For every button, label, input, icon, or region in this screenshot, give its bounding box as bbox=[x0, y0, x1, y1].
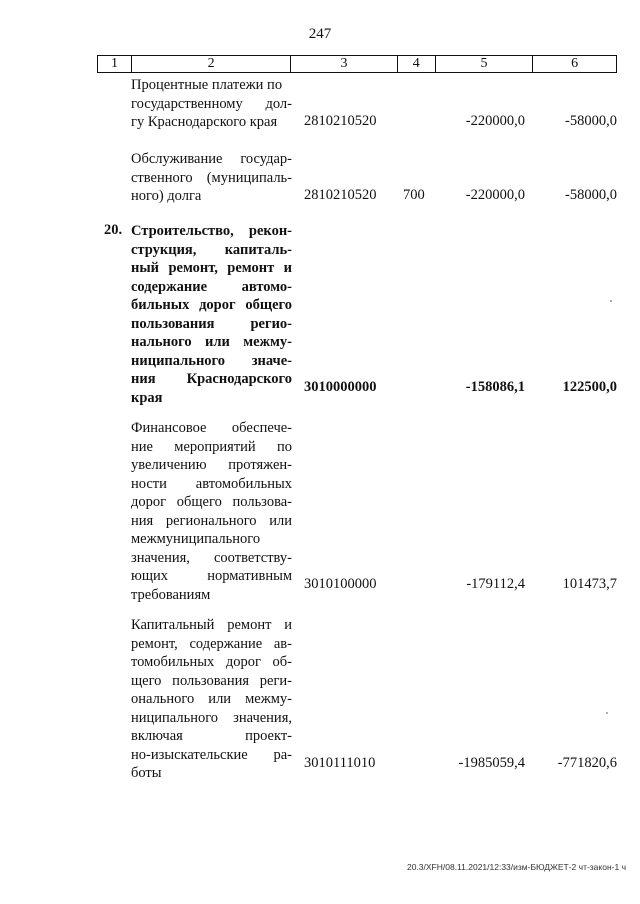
row-code: 2810210520 bbox=[304, 113, 377, 129]
column-header-3: 3 bbox=[290, 56, 397, 72]
row-name: Финансовое обеспече- ние мероприятий по увеличению протяжен- ности автомобильных дорог общего пользова- ния регионального или межмуниципального значения, соответству- ющих нормативным требованиям bbox=[131, 420, 292, 603]
row-value-6: 122500,0 bbox=[562, 379, 617, 395]
column-header-4: 4 bbox=[397, 56, 435, 72]
column-header-1: 1 bbox=[110, 56, 118, 71]
row-code: 3010100000 bbox=[304, 576, 377, 592]
row-value-6: -58000,0 bbox=[565, 187, 617, 203]
scan-speck bbox=[606, 712, 608, 714]
column-header-2: 2 bbox=[131, 56, 290, 72]
row-name: Обслуживание государ- ственного (муниципаль- ного) долга bbox=[131, 151, 292, 204]
row-name: Капитальный ремонт и ремонт, содержание ав- томобильных дорог об- щего пользования реги- онального или межму- ниципального значения, включая проект- но-изыскательские ра- боты bbox=[131, 617, 292, 781]
row-value-6: -58000,0 bbox=[565, 113, 617, 129]
row-number: 20. bbox=[104, 222, 123, 238]
row-value-6: -771820,6 bbox=[557, 755, 617, 771]
row-value-5: -179112,4 bbox=[466, 576, 525, 592]
footer-stamp: 20.3/ХFН/08.11.2021/12:33/изм-БЮДЖЕТ-2 чт-закон-1 ч bbox=[406, 862, 626, 872]
column-header-row bbox=[97, 55, 617, 73]
row-value-6: 101473,7 bbox=[562, 576, 617, 592]
column-header-5: 5 bbox=[435, 56, 533, 72]
row-value-5: -1985059,4 bbox=[458, 755, 525, 771]
row-value-5: -220000,0 bbox=[465, 187, 525, 203]
row-code: 2810210520 bbox=[304, 187, 377, 203]
row-name: Строительство, рекон- струкция, капиталь- ный ремонт, ремонт и содержание автомо- бильных дорог общего пользования регио- нального или межму- ниципального значе- ния Краснодарского края bbox=[131, 223, 292, 406]
page-number: 247 bbox=[308, 26, 332, 42]
row-name: Процентные платежи по государственному дол- гу Краснодарского края bbox=[131, 77, 292, 130]
row-value-5: -158086,1 bbox=[465, 379, 525, 395]
row-type: 700 bbox=[403, 187, 425, 203]
row-code: 3010111010 bbox=[304, 755, 376, 771]
scan-speck bbox=[610, 300, 612, 302]
column-header-6: 6 bbox=[532, 56, 616, 72]
row-code: 3010000000 bbox=[304, 379, 377, 395]
row-value-5: -220000,0 bbox=[465, 113, 525, 129]
